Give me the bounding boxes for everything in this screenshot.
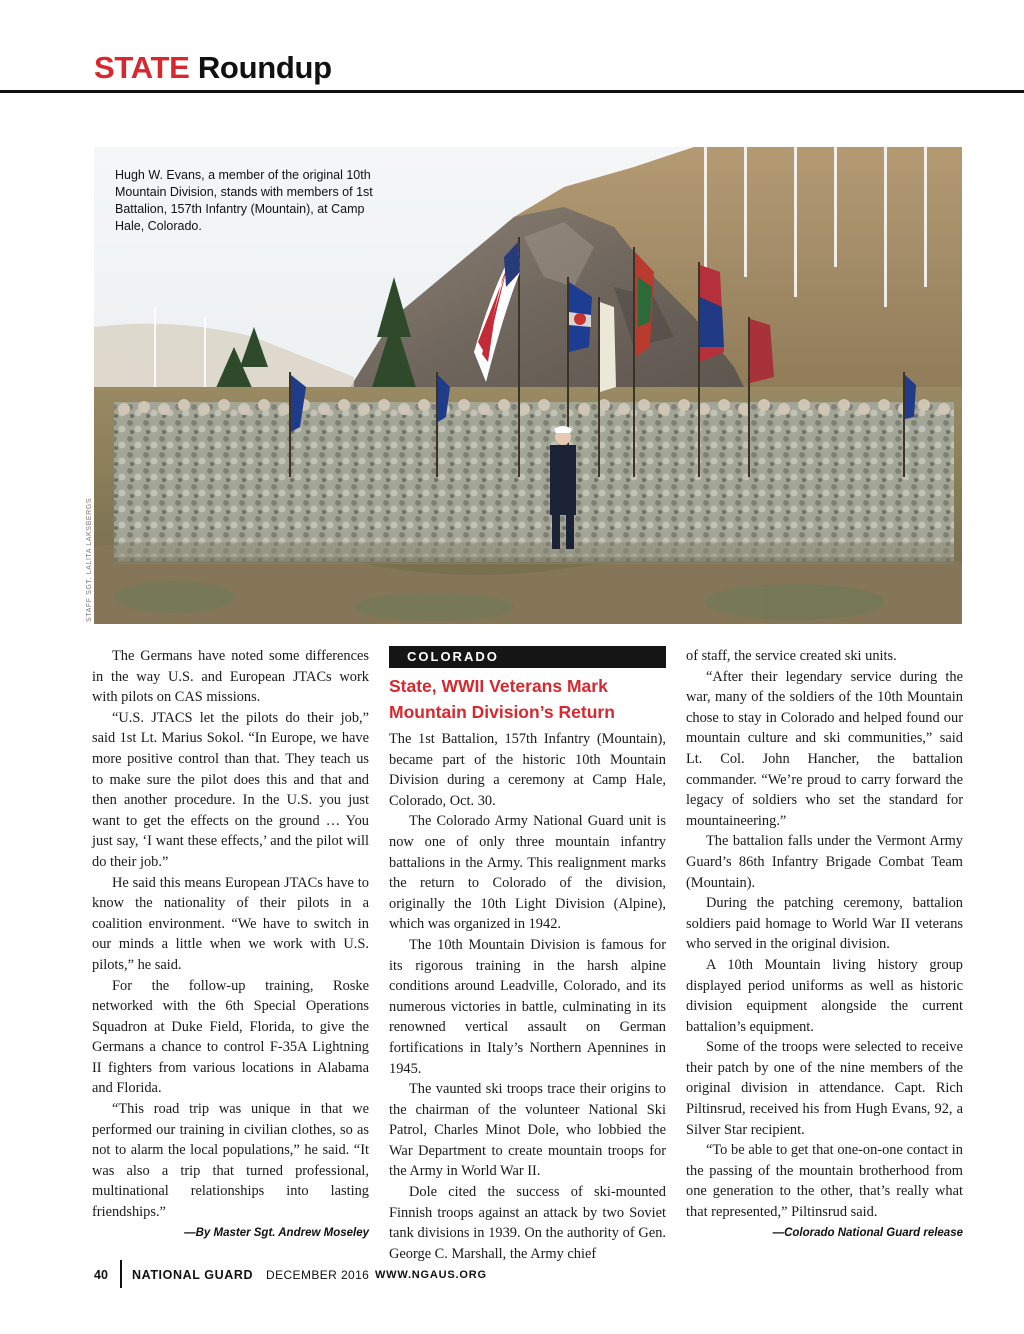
paragraph: He said this means European JTACs have to know the nationality of their pilots in a coalition environment. “We have to switch in our minds a little when we work with U.S. pilots,” he said.	[92, 874, 369, 973]
photo	[94, 147, 962, 624]
paragraph: Dole cited the success of ski-mounted Finnish troops against an attack by two Soviet tank divisions in 1939. On the authority of Gen. George C. Marshall, the Army chief	[389, 1184, 666, 1262]
footer-divider	[120, 1260, 122, 1288]
paragraph: For the follow-up training, Roske networked with the 6th Special Operations Squadron at Duke Field, Florida, to give the Germans a chance to control F-35A Lightning II fighters from various locations in Alabama and Florida.	[92, 977, 369, 1097]
article-headline: State, WWII Veterans Mark Mountain Division’s Return	[389, 676, 615, 722]
website-link[interactable]: WWW.NGAUS.ORG	[375, 1269, 487, 1281]
byline-left: —By Master Sgt. Andrew Moseley	[184, 1226, 369, 1239]
byline-right: —Colorado National Guard release	[772, 1226, 963, 1239]
paragraph: “To be able to get that one-on-one contact in the passing of the mountain brotherhood from one generation to the other, that’s really what that represented,” Piltinsrud said.	[686, 1142, 963, 1221]
paragraph: During the patching ceremony, battalion soldiers paid homage to World War II veterans who served in the original division.	[686, 895, 963, 953]
paragraph: Some of the troops were selected to receive their patch by one of the nine members of the original division in attendance. Capt. Rich Piltinsrud, received his from Hugh Evans, 92, a Silver Star recipient.	[686, 1039, 963, 1138]
paragraph: The battalion falls under the Vermont Army Guard’s 86th Infantry Brigade Combat Team (Mountain).	[686, 833, 963, 891]
issue-date: DECEMBER 2016	[266, 1268, 370, 1282]
section-title-accent: STATE	[94, 50, 190, 85]
paragraph: The vaunted ski troops trace their origins to the chairman of the volunteer National Ski Patrol, Charles Minot Dole, who lobbied the War Department to create mountain troops for the Army in World War II.	[389, 1081, 666, 1180]
paragraph: The 10th Mountain Division is famous for its rigorous training in the harsh alpine conditions around Leadville, Colorado, and its numerous victories in battle, culminating in its renowned vertical assault on German fortifications in Italy’s Northern Apennines in 1945.	[389, 936, 666, 1077]
paragraph: “U.S. JTACS let the pilots do their job,” said 1st Lt. Marius Sokol. “In Europe, we have more positive control than that. They teach us to make sure the pilot does this and that and then another procedure. In the U.S. you just want to get the effects on the ground … You just say, ‘I want these effects,’ and the pilot will do their job.”	[92, 709, 369, 870]
paragraph: “This road trip was unique in that we performed our training in civilian clothes, so as not to alarm the local populations,” he said. “It was also a trip that turned professional, multinational relationships into lasting friendships.”	[92, 1101, 369, 1221]
column-left	[92, 646, 369, 1243]
page-number: 40	[94, 1268, 108, 1282]
section-title	[94, 50, 332, 86]
paragraph: The Colorado Army National Guard unit is now one of only three mountain infantry battalions in the Army. This realignment marks the return to Colorado of the division, originally the 10th Light Division (Alpine), which was organized in 1942.	[389, 813, 666, 933]
section-title-rest: Roundup	[197, 50, 332, 85]
column-right	[686, 646, 963, 1243]
paragraph: The 1st Battalion, 157th Infantry (Mountain), became part of the historic 10th Mountain Division during a ceremony at Camp Hale, Colorado, Oct. 30.	[389, 731, 666, 809]
magazine-name: NATIONAL GUARD	[132, 1268, 254, 1282]
paragraph: “After their legendary service during the war, many of the soldiers of the 10th Mountain chose to stay in Colorado and helped found our mountain culture and ski communities,” said Lt. Col. John Hancher, the battalion commander. “We’re proud to carry forward the legacy of soldiers who set the standard for mountaineering.”	[686, 668, 963, 829]
paragraph: The Germans have noted some differences in the way U.S. and European JTACs work with pilots on CAS missions.	[92, 648, 369, 706]
photo-credit: STAFF SGT. LALITA LAKSBERGS	[86, 497, 93, 622]
header-rule	[0, 90, 1024, 93]
paragraph: of staff, the service created ski units.	[686, 648, 897, 664]
paragraph: A 10th Mountain living history group displayed period uniforms as well as historic division equipment alongside the current battalion’s equipment.	[686, 956, 963, 1035]
photo-caption: Hugh W. Evans, a member of the original 10th Mountain Division, stands with members of 1st Battalion, 157th Infantry (Mountain), at Camp Hale, Colorado.	[115, 168, 373, 233]
state-label: COLORADO	[389, 646, 666, 668]
column-middle	[389, 646, 666, 1264]
